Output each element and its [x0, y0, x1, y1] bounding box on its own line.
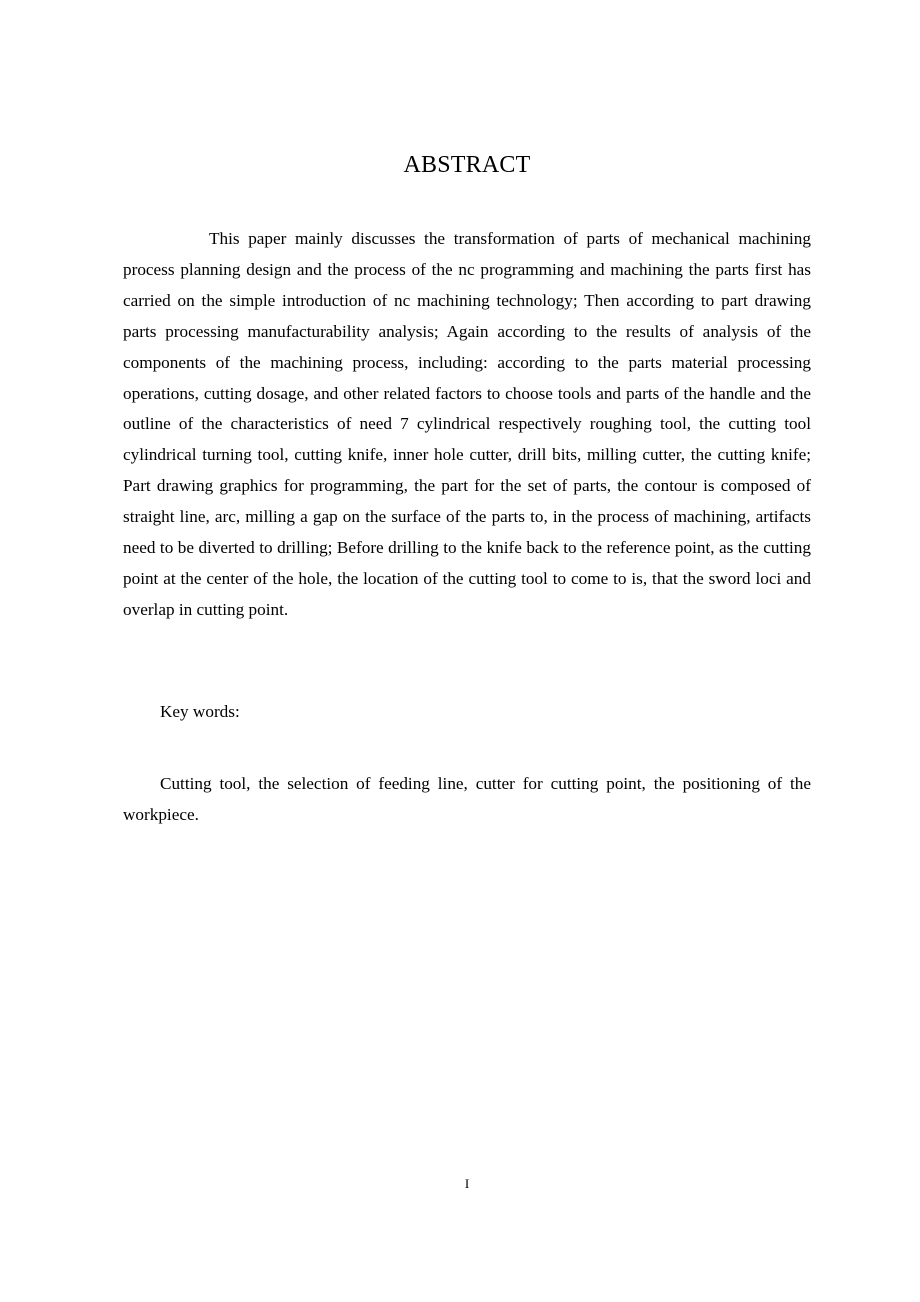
keywords-label: Key words: — [160, 702, 240, 721]
keywords-text: Cutting tool, the selection of feeding line, cutter for cutting point, the positioning of the workpiece. — [123, 774, 811, 824]
abstract-paragraph: This paper mainly discusses the transformation of parts of mechanical machining process planning design and the process of the nc programming and machining the parts first has carried on the simple introduction of nc machining technology; Then according to part drawing parts processing manufacturability analysis; Again according to the results of analysis of the components of the machining process, including: according to the parts material processing operations, cutting dosage, and other related factors to choose tools and parts of the handle and the outline of the characteristics of need 7 cylindrical respectively roughing tool, the cutting tool cylindrical turning tool, cutting knife, inner hole cutter, drill bits, milling cutter, the cutting knife; Part drawing graphics for programming, the part for the set of parts, the contour is composed of straight line, arc, milling a gap on the surface of the parts to, in the process of machining, artifacts need to be diverted to drilling; Before drilling to the knife back to the reference point, as the cutting point at the center of the hole, the location of the cutting tool to come to is, that the sword loci and overlap in cutting point. — [123, 229, 811, 619]
page-title: ABSTRACT — [403, 152, 531, 178]
page-number: I — [464, 1176, 470, 1191]
